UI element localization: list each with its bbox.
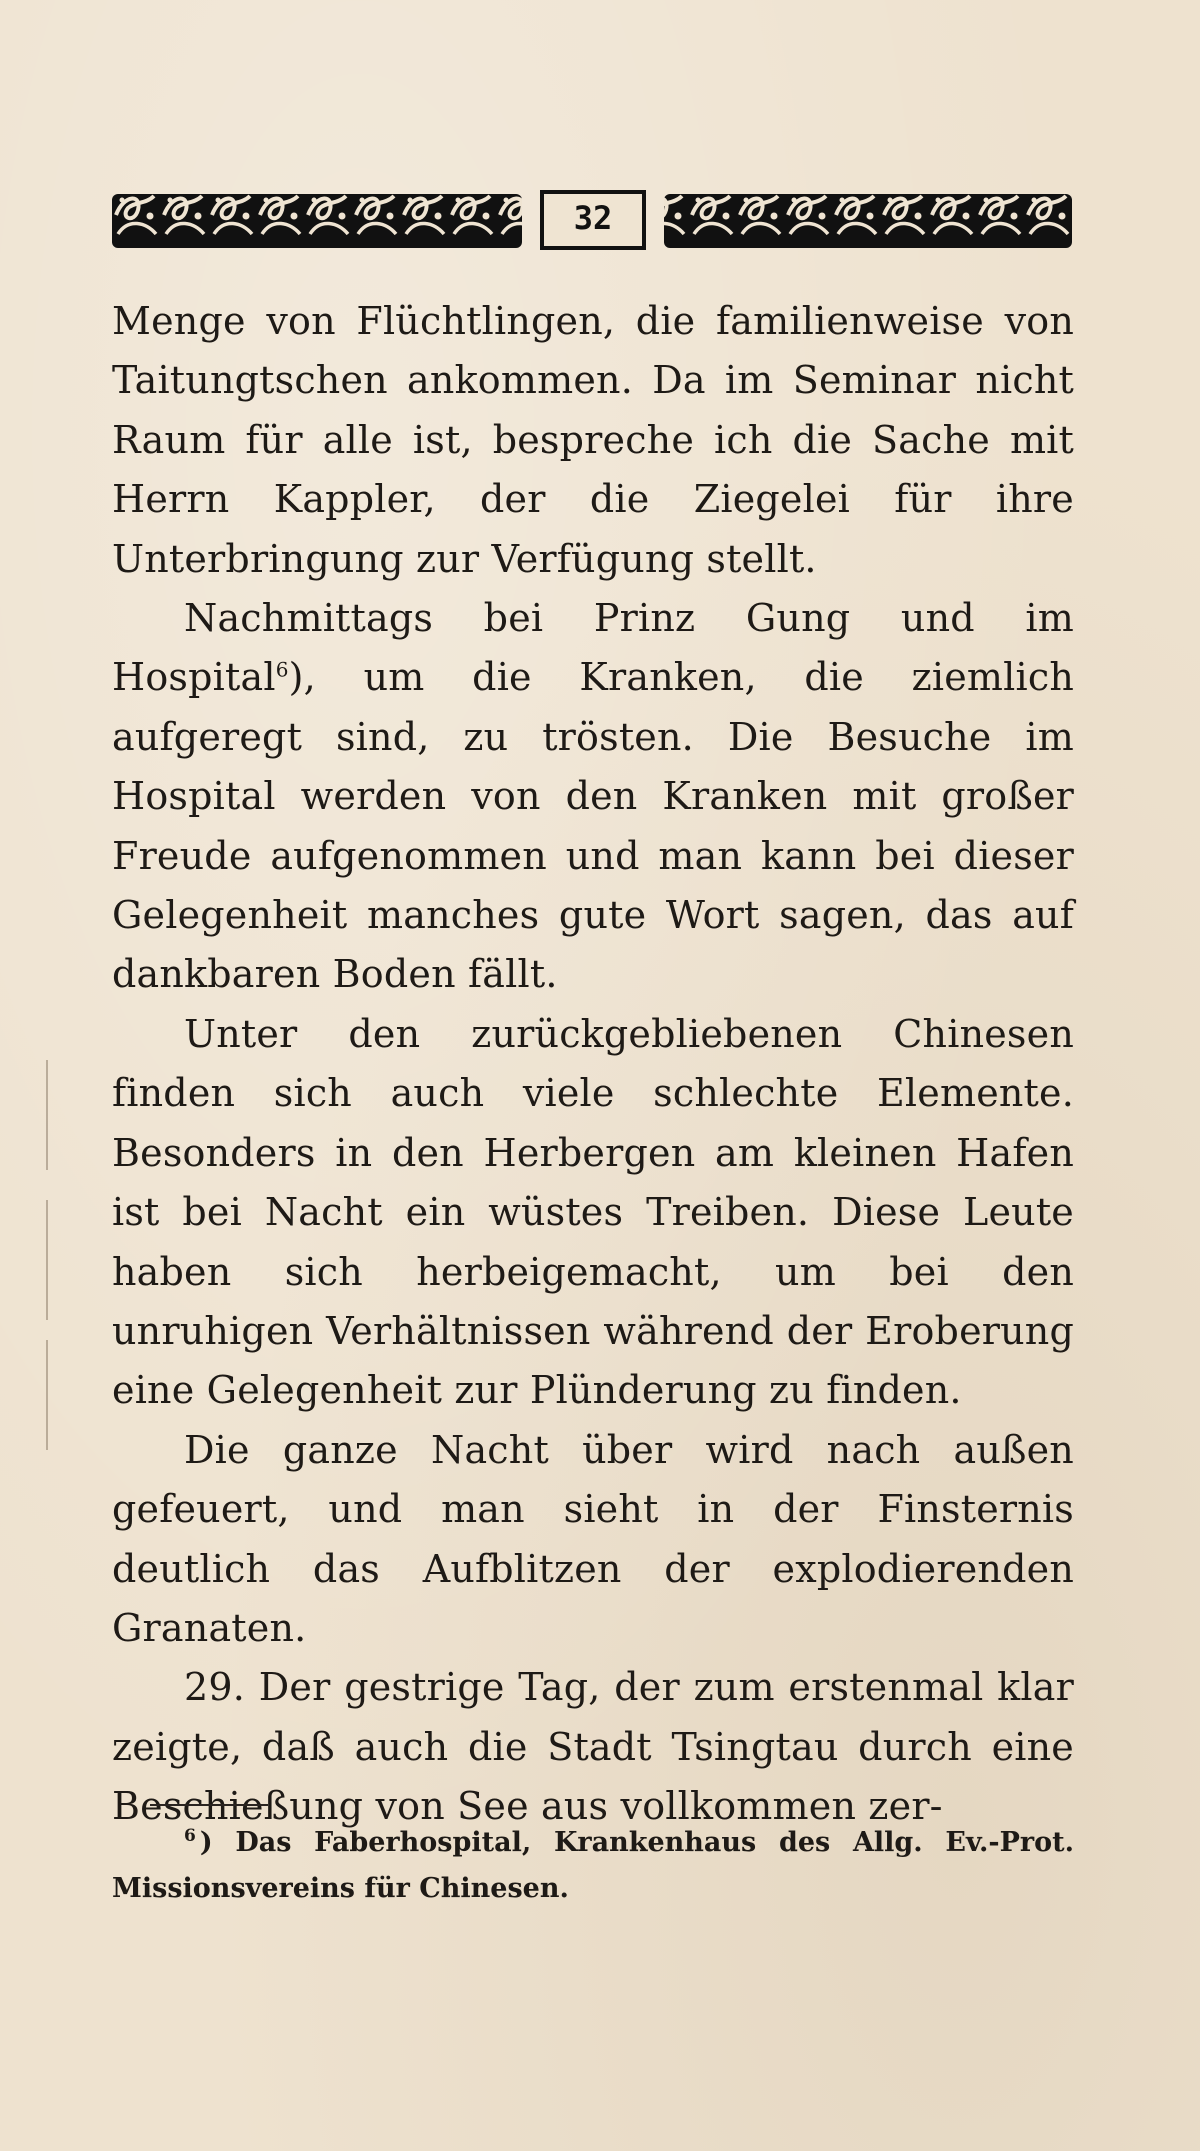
ornament-right (664, 194, 1072, 248)
footnote-body (112, 1820, 1074, 1912)
paragraph-1: Menge von Flüchtlingen, die familienweise von Taitungtschen ankommen. Da im Seminar nicht Raum für alle ist, bespreche ich die Sache mit Herrn Kappler, der die Ziegelei für ihre Unterbringung zur Verfügung stellt. (112, 299, 1074, 581)
paragraph-3: Unter den zurückgebliebenen Chinesen finden sich auch viele schlechte Elemente. Besonders in den Herbergen am kleinen Hafen ist bei Nacht ein wüstes Treiben. Diese Leute haben sich herbeigemacht, um bei den unruhigen Verhältnissen während der Eroberung eine Gelegenheit zur Plünderung zu finden. (112, 1011, 1074, 1413)
margin-mark (46, 1340, 48, 1450)
margin-mark (46, 1200, 48, 1320)
paragraph-2-text-start: Nachmittags bei Prinz Gung und im Hospital (112, 596, 1074, 700)
margin-mark (46, 1060, 48, 1170)
footnote (112, 1820, 1074, 1912)
ornament-left (112, 194, 522, 248)
paragraph-5-dated-entry: 29. Der gestrige Tag, der zum erstenmal klar zeigte, daß auch die Stadt Tsingtau durch eine Beschießung von See aus vollkommen zer- (112, 1665, 1074, 1829)
footnote-reference[interactable]: 6 (275, 657, 289, 682)
paragraph-4: Die ganze Nacht über wird nach außen gefeuert, und man sieht in der Finsternis deutlich das Aufblitzen der explodierenden Granaten. (112, 1427, 1074, 1650)
body-text (112, 292, 1074, 1837)
footnote-text: ) Das Faberhospital, Krankenhaus des Allg. Ev.-Prot. Missionsvereins für Chinesen. (112, 1827, 1074, 1904)
page-number: 32 (573, 199, 613, 237)
footnote-marker: 6 (184, 1826, 196, 1846)
footnote-separator (150, 1804, 268, 1806)
paragraph-2-text-end: ), um die Kranken, die ziemlich aufgeregt sind, zu trösten. Die Besuche im Hospital werden von den Kranken mit großer Freude aufgenommen und man kann bei dieser Gelegenheit manches gute Wort sagen, das auf dankbaren Boden fällt. (112, 655, 1074, 997)
paragraph-2 (112, 589, 1074, 1005)
page-header (112, 188, 1072, 252)
